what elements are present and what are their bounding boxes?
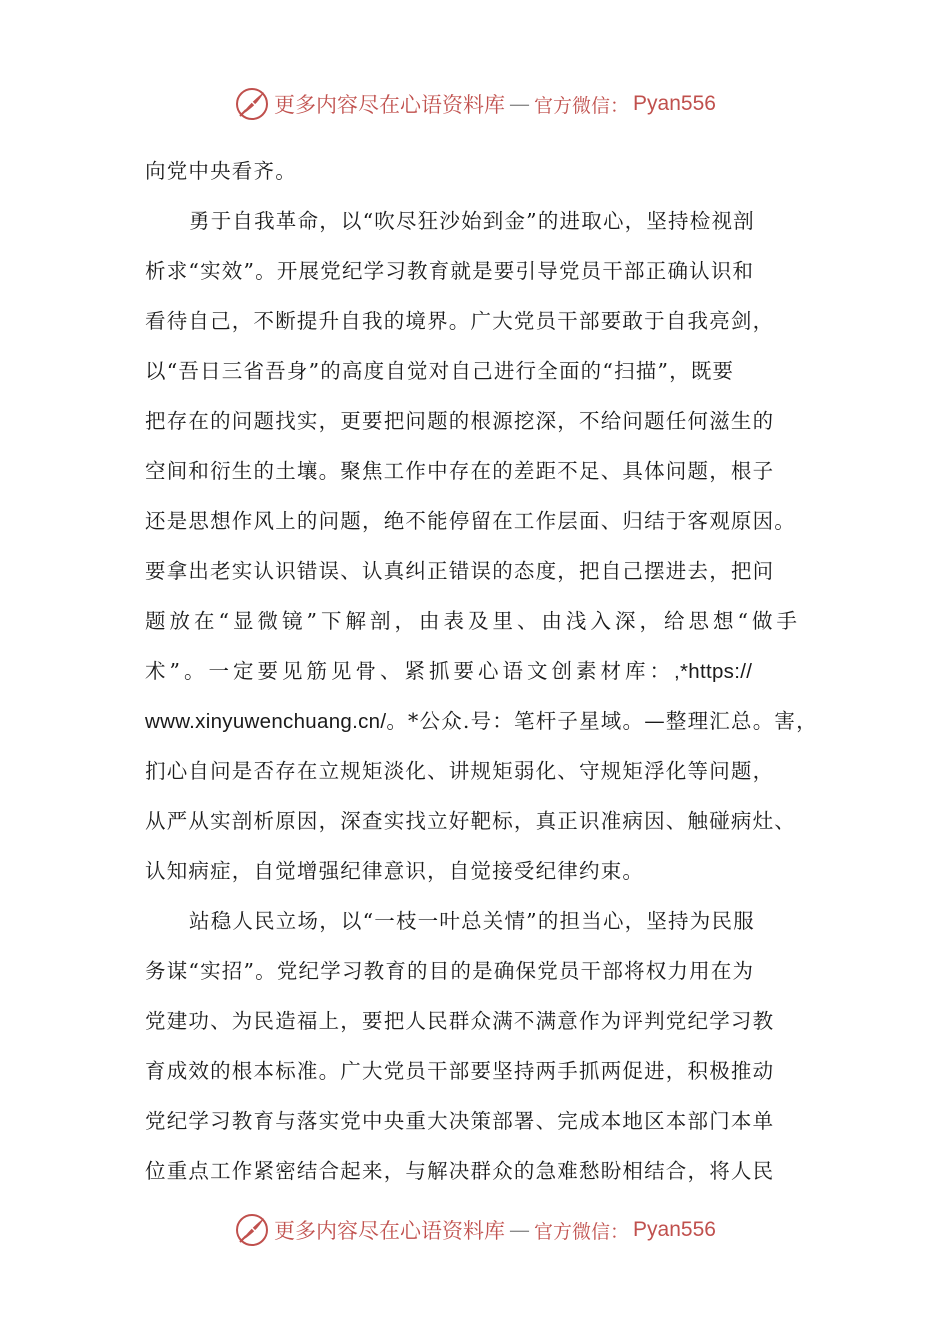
banner-wechat-handle: Pyan556	[633, 1218, 716, 1241]
text-line: 要拿出老实认识错误、认真纠正错误的态度，把自己摆进去，把问	[145, 559, 775, 583]
paragraph-start-line: 站稳人民立场，以“一枝一叶总关情”的担当心，坚持为民服	[189, 909, 755, 933]
header-banner	[0, 82, 950, 126]
banner-separator: —	[509, 1218, 531, 1242]
text-line: 向党中央看齐。	[145, 159, 297, 183]
text-line-with-url	[145, 646, 813, 696]
pen-quill-logo-icon	[234, 86, 270, 122]
banner-content	[234, 1212, 716, 1248]
line-cjk-part: 。*公众.号：笔杆子星域。—整理汇总。害，	[386, 709, 818, 733]
banner-main-text: 更多内容尽在心语资料库	[274, 93, 506, 117]
paragraph-start-line: 勇于自我革命，以“吹尽狂沙始到金”的进取心，坚持检视剖	[189, 209, 755, 233]
pen-quill-logo-icon	[234, 1212, 270, 1248]
text-line: 务谋“实招”。党纪学习教育的目的是确保党员干部将权力用在为	[145, 959, 755, 983]
url-fragment: ,*https://	[673, 660, 753, 683]
text-line: 空间和衍生的土壤。聚焦工作中存在的差距不足、具体问题，根子	[145, 459, 775, 483]
text-line: 看待自己，不断提升自我的境界。广大党员干部要敢于自我亮剑，	[145, 309, 775, 333]
text-line: 以“吾日三省吾身”的高度自觉对自己进行全面的“扫描”，既要	[145, 359, 735, 383]
banner-wechat-handle: Pyan556	[633, 92, 716, 115]
text-line: 还是思想作风上的问题，绝不能停留在工作层面、归结于客观原因。	[145, 509, 796, 533]
footer-banner	[0, 1208, 950, 1252]
banner-separator: —	[509, 92, 531, 116]
text-line: 题放在“显微镜”下解剖，由表及里、由浅入深，给思想“做手	[145, 609, 801, 633]
banner-main-text: 更多内容尽在心语资料库	[274, 1219, 506, 1243]
banner-wechat-label: 官方微信：	[534, 1220, 630, 1243]
document-body	[145, 146, 818, 1196]
text-line: 析求“实效”。开展党纪学习教育就是要引导党员干部正确认识和	[145, 259, 755, 283]
text-line: 党纪学习教育与落实党中央重大决策部署、完成本地区本部门本单	[145, 1109, 775, 1133]
banner-content	[234, 86, 716, 122]
text-line: 位重点工作紧密结合起来，与解决群众的急难愁盼相结合，将人民	[145, 1159, 775, 1183]
line-cjk-part: 术”。一定要见筋见骨、紧抓要心语文创素材库：	[145, 659, 674, 683]
text-line: 从严从实剖析原因，深查实找立好靶标，真正识准病因、触碰病灶、	[145, 809, 796, 833]
text-line: 扪心自问是否存在立规矩淡化、讲规矩弱化、守规矩浮化等问题，	[145, 759, 775, 783]
text-line: 把存在的问题找实，更要把问题的根源挖深，不给问题任何滋生的	[145, 409, 775, 433]
url-domain: www.xinyuwenchuang.cn/	[145, 710, 387, 733]
text-line-with-url	[145, 696, 818, 746]
text-line: 育成效的根本标准。广大党员干部要坚持两手抓两促进，积极推动	[145, 1059, 775, 1083]
text-line: 党建功、为民造福上，要把人民群众满不满意作为评判党纪学习教	[145, 1009, 775, 1033]
text-line: 认知病症，自觉增强纪律意识，自觉接受纪律约束。	[145, 859, 645, 883]
banner-wechat-label: 官方微信：	[534, 94, 630, 117]
